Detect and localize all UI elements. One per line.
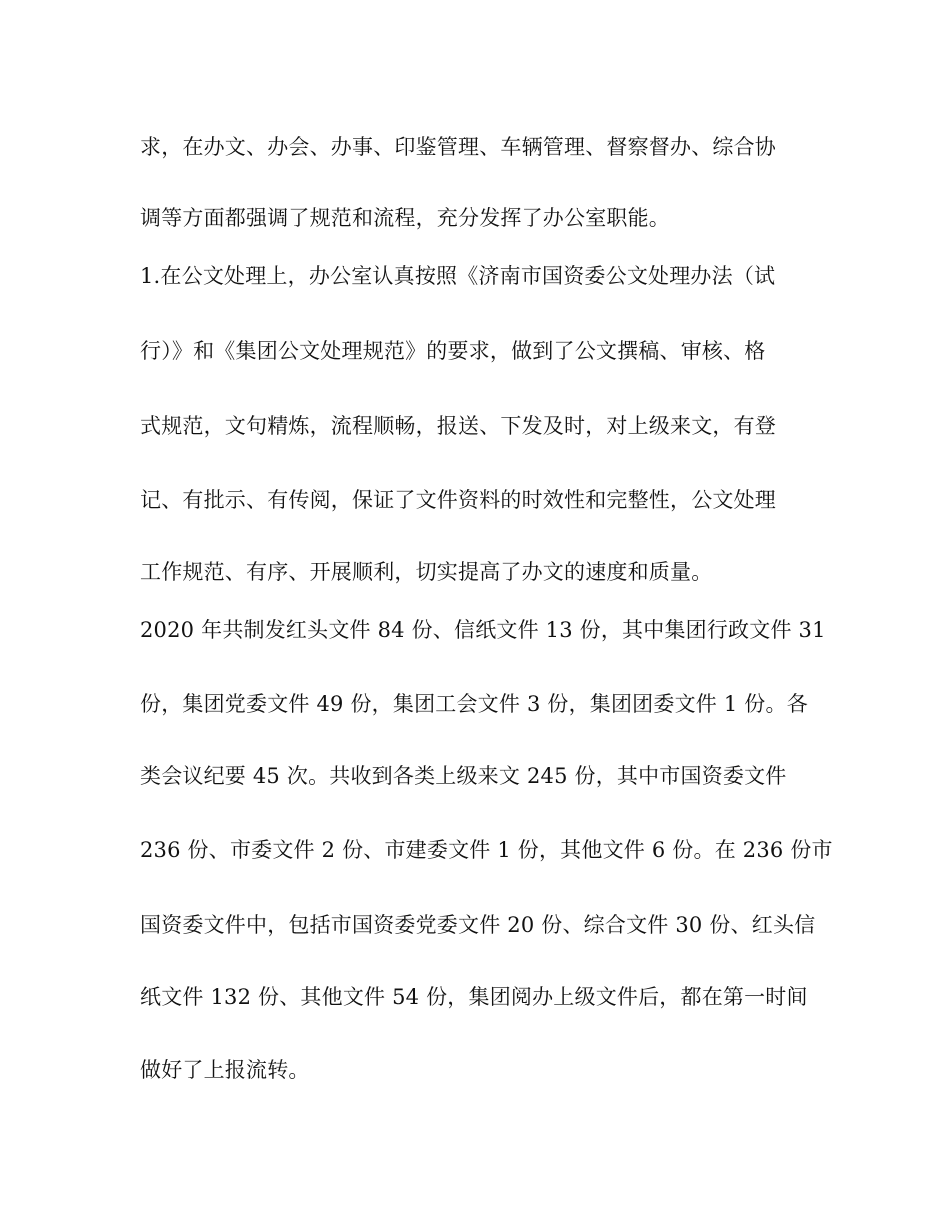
text-line: 236 份、市委文件 2 份、市建委文件 1 份，其他文件 6 份。在 236 份市	[140, 838, 833, 862]
text-line: 求，在办文、办会、办事、印鉴管理、车辆管理、督察督办、综合协	[140, 135, 776, 159]
text-line: 纸文件 132 份、其他文件 54 份，集团阅办上级文件后，都在第一时间	[140, 985, 808, 1009]
text-line: 调等方面都强调了规范和流程，充分发挥了办公室职能。	[140, 206, 670, 230]
text-line: 国资委文件中，包括市国资委党委文件 20 份、综合文件 30 份、红头信	[140, 913, 816, 937]
text-line: 1.在公文处理上，办公室认真按照《济南市国资委公文处理办法（试	[140, 264, 776, 288]
text-line: 2020 年共制发红头文件 84 份、信纸文件 13 份，其中集团行政文件 31	[140, 618, 826, 642]
text-line: 工作规范、有序、开展顺利，切实提高了办文的速度和质量。	[140, 560, 713, 584]
text-line: 式规范，文句精炼，流程顺畅，报送、下发及时，对上级来文，有登	[140, 414, 776, 438]
text-line: 记、有批示、有传阅，保证了文件资料的时效性和完整性，公文处理	[140, 488, 776, 512]
text-line: 做好了上报流转。	[140, 1058, 310, 1082]
text-line: 行）》和《集团公文处理规范》的要求，做到了公文撰稿、审核、格	[140, 339, 766, 363]
text-line: 类会议纪要 45 次。共收到各类上级来文 245 份，其中市国资委文件	[140, 764, 787, 788]
text-line: 份，集团党委文件 49 份，集团工会文件 3 份，集团团委文件 1 份。各	[140, 692, 808, 716]
